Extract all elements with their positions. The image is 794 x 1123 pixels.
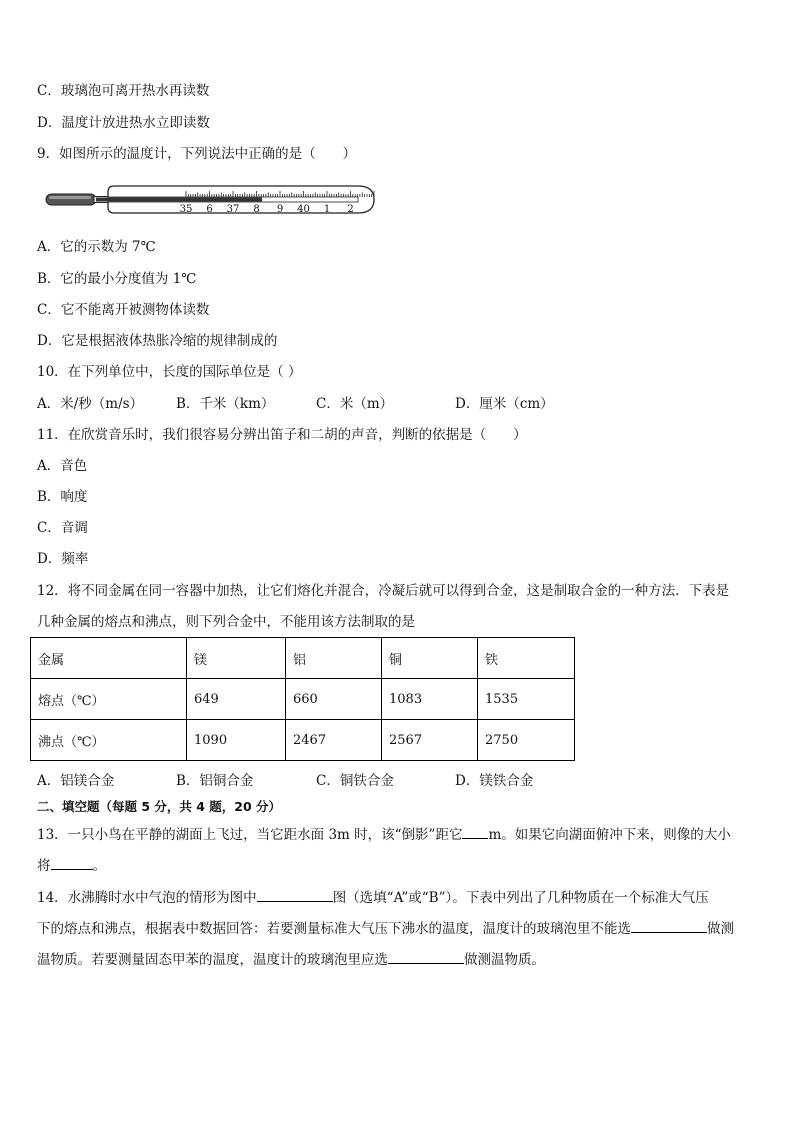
q12-stem-line1: 12．将不同金属在同一容器中加热，让它们熔化并混合，冷凝后就可以得到合金，这是制取合金的一种方法．下表是 <box>37 583 730 599</box>
answer-blank[interactable] <box>388 951 464 964</box>
scale-label: 2 <box>347 204 354 215</box>
section-title: 二、填空题（每题 5 分，共 4 题，20 分） <box>37 799 282 814</box>
q10-option-c: C．米（m） <box>316 396 394 412</box>
scale-label: 6 <box>206 204 213 215</box>
q14-text-1: 14．水沸腾时水中气泡的情形为图中 <box>37 890 257 906</box>
thermometer-figure <box>44 183 376 217</box>
metal-table <box>30 637 575 761</box>
q10-stem: 10．在下列单位中，长度的国际单位是（ ） <box>37 364 302 380</box>
scale-label: 9 <box>276 204 284 215</box>
answer-blank[interactable] <box>257 889 333 902</box>
table-cell: 沸点（℃） <box>31 720 187 761</box>
q11-option-c: C．音调 <box>37 520 88 536</box>
table-cell: 660 <box>286 679 382 720</box>
q11-option-b: B．响度 <box>37 489 88 505</box>
q12-option-a: A．铝镁合金 <box>37 773 115 789</box>
q10-option-a: A．米/秒（m/s） <box>37 396 144 412</box>
q13-text-3: 将 <box>37 858 51 874</box>
table-row <box>31 638 575 679</box>
q13-text-2: m。如果它向湖面俯冲下来，则像的大小 <box>488 827 731 843</box>
q9-option-c: C．它不能离开被测物体读数 <box>37 302 210 318</box>
table-row <box>31 720 575 761</box>
q12-stem-line2: 几种金属的熔点和沸点，则下列合金中，不能用该方法制取的是 <box>37 614 415 630</box>
table-row <box>31 679 575 720</box>
scale-label: 37 <box>226 204 240 215</box>
q14-text-4: 做测 <box>707 921 734 937</box>
table-cell: 熔点（℃） <box>31 679 187 720</box>
q14-text-3: 下的熔点和沸点，根据表中数据回答：若要测量标准大气压下沸水的温度，温度计的玻璃泡里不能选 <box>37 921 631 937</box>
table-cell: 铁 <box>478 638 575 679</box>
q14-line3 <box>37 951 545 969</box>
scale-label: 1 <box>323 204 331 215</box>
table-cell: 1090 <box>187 720 286 761</box>
q11-stem: 11．在欣赏音乐时，我们很容易分辨出笛子和二胡的声音，判断的依据是（ ） <box>37 427 527 443</box>
table-cell: 镁 <box>187 638 286 679</box>
table-cell: 铝 <box>286 638 382 679</box>
q14-text-5: 温物质。若要测量固态甲苯的温度，温度计的玻璃泡里应选 <box>37 952 388 968</box>
answer-blank[interactable] <box>51 857 93 870</box>
table-cell: 金属 <box>31 638 187 679</box>
answer-blank[interactable] <box>631 920 707 933</box>
q12-option-c: C．铜铁合金 <box>316 773 394 789</box>
q10-option-d: D．厘米（cm） <box>455 396 554 412</box>
q12-option-d: D．镁铁合金 <box>455 773 534 789</box>
q14-line1 <box>37 889 709 907</box>
scale-label: 40 <box>297 204 310 215</box>
q12-option-b: B．铝铜合金 <box>176 773 254 789</box>
q9-option-d: D．它是根据液体热胀冷缩的规律制成的 <box>37 333 278 349</box>
table-cell: 铜 <box>382 638 478 679</box>
table-cell: 2750 <box>478 720 575 761</box>
q13-line1 <box>37 826 731 844</box>
q8-option-d: D．温度计放进热水立即读数 <box>37 115 210 131</box>
q9-option-b: B．它的最小分度值为 1℃ <box>37 271 197 287</box>
q9-option-a: A．它的示数为 7℃ <box>37 239 156 255</box>
q13-line2 <box>37 857 106 875</box>
answer-blank[interactable] <box>462 826 488 839</box>
table-cell: 2467 <box>286 720 382 761</box>
table-cell: 2567 <box>382 720 478 761</box>
q8-option-c: C．玻璃泡可离开热水再读数 <box>37 83 210 99</box>
q10-option-b: B．千米（km） <box>176 396 275 412</box>
q14-line2 <box>37 920 734 938</box>
table-cell: 649 <box>187 679 286 720</box>
q14-text-6: 做测温物质。 <box>464 952 545 968</box>
scale-label: 8 <box>253 204 260 215</box>
q14-text-2: 图（选填“A”或“B”）。下表中列出了几种物质在一个标准大气压 <box>332 890 709 906</box>
q13-text-1: 13．一只小鸟在平静的湖面上飞过，当它距水面 3m 时，该“倒影”距它 <box>37 827 463 843</box>
q11-option-a: A．音色 <box>37 458 88 474</box>
scale-label: 35 <box>179 204 193 215</box>
table-cell: 1083 <box>382 679 478 720</box>
q11-option-d: D．频率 <box>37 551 89 567</box>
q9-stem: 9．如图所示的温度计，下列说法中正确的是（ ） <box>37 146 357 162</box>
q13-text-4: 。 <box>92 858 106 874</box>
table-cell: 1535 <box>478 679 575 720</box>
